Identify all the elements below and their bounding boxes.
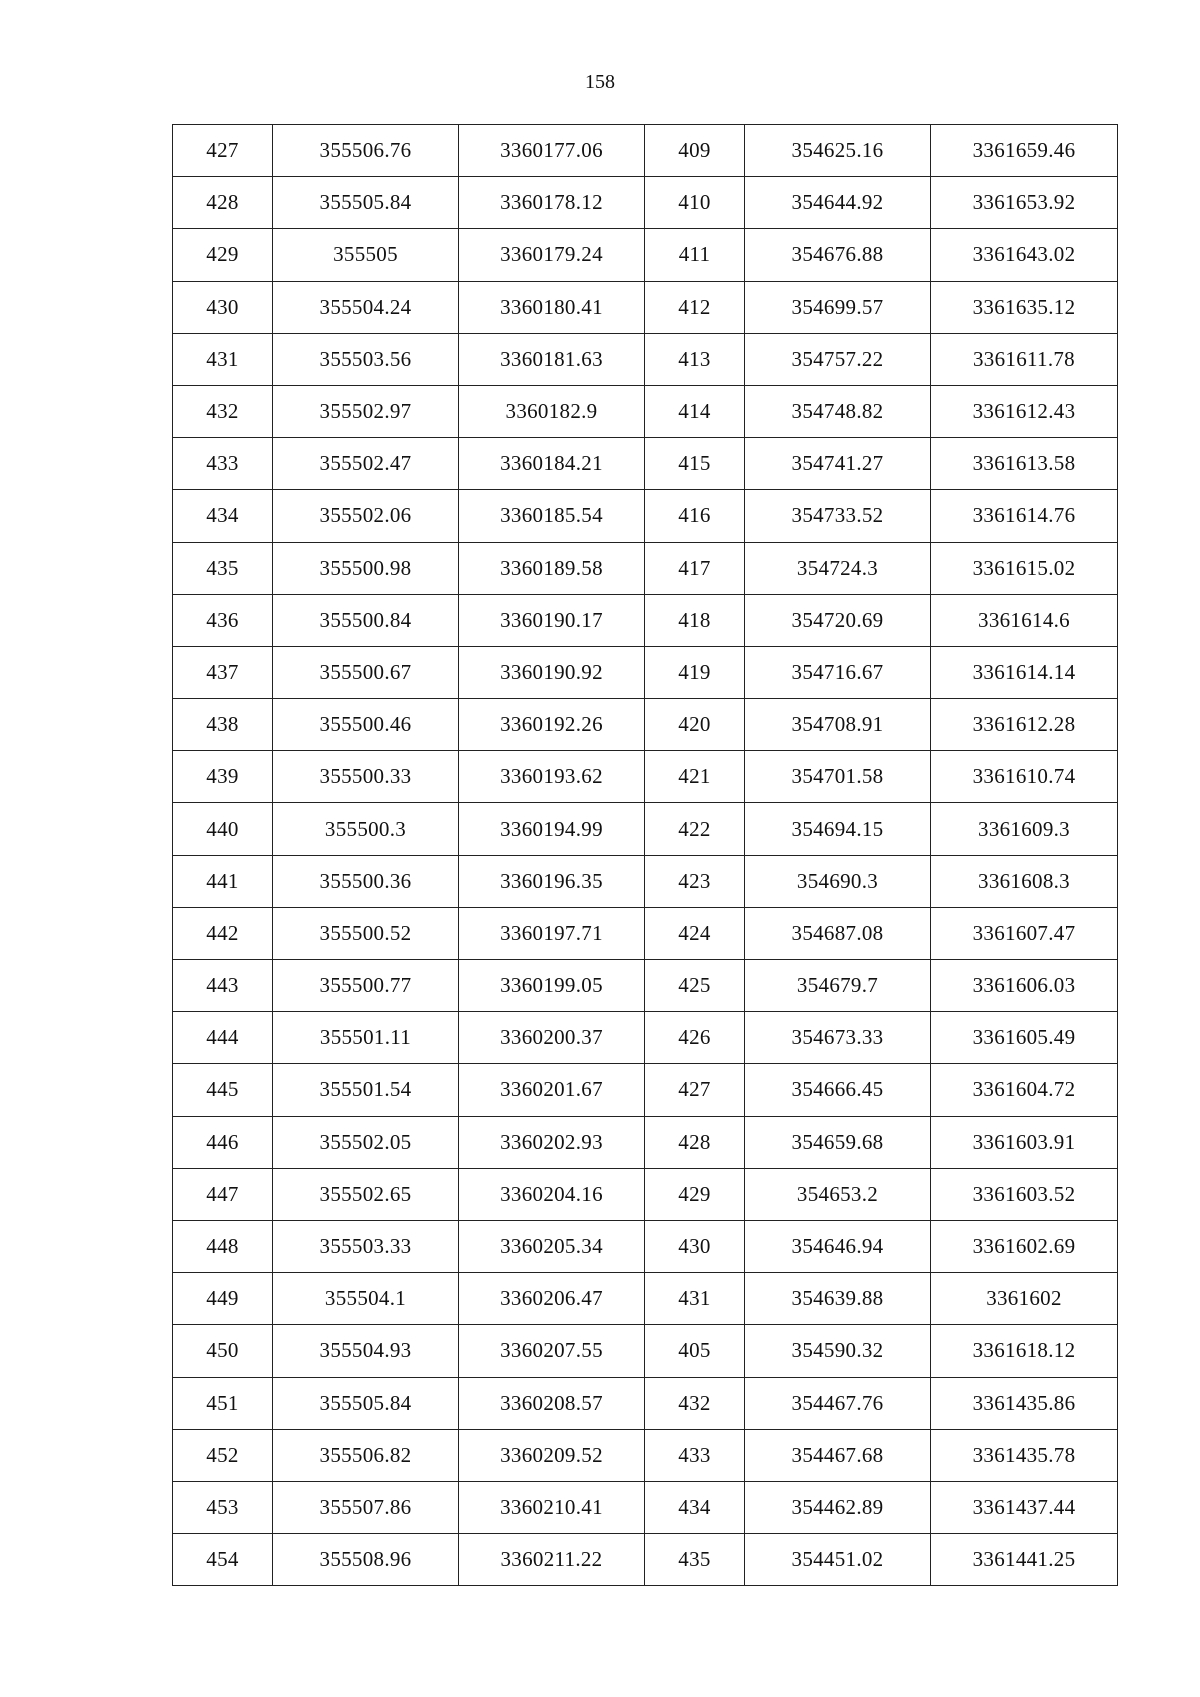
table-cell-x-coordinate: 354687.08	[745, 907, 931, 959]
table-row	[173, 177, 1118, 229]
table-cell-y-coordinate: 3360190.17	[459, 594, 645, 646]
table-cell-y-coordinate: 3360181.63	[459, 333, 645, 385]
table-cell-y-coordinate: 3360201.67	[459, 1064, 645, 1116]
table-cell-point-id: 412	[645, 281, 745, 333]
table-cell-y-coordinate: 3360177.06	[459, 125, 645, 177]
table-cell-y-coordinate: 3361610.74	[931, 751, 1118, 803]
table-cell-x-coordinate: 354676.88	[745, 229, 931, 281]
table-cell-y-coordinate: 3361618.12	[931, 1325, 1118, 1377]
table-cell-x-coordinate: 354653.2	[745, 1168, 931, 1220]
table-cell-point-id: 413	[645, 333, 745, 385]
table-cell-point-id: 447	[173, 1168, 273, 1220]
table-cell-x-coordinate: 354708.91	[745, 699, 931, 751]
table-cell-y-coordinate: 3361435.86	[931, 1377, 1118, 1429]
table-cell-point-id: 454	[173, 1534, 273, 1586]
table-cell-y-coordinate: 3361603.52	[931, 1168, 1118, 1220]
table-cell-y-coordinate: 3361602	[931, 1273, 1118, 1325]
table-cell-point-id: 427	[173, 125, 273, 177]
table-cell-point-id: 441	[173, 855, 273, 907]
table-cell-x-coordinate: 354659.68	[745, 1116, 931, 1168]
table-cell-x-coordinate: 354690.3	[745, 855, 931, 907]
table-cell-x-coordinate: 354462.89	[745, 1481, 931, 1533]
table-row	[173, 1377, 1118, 1429]
table-cell-y-coordinate: 3361614.6	[931, 594, 1118, 646]
table-row	[173, 1325, 1118, 1377]
table-cell-y-coordinate: 3360207.55	[459, 1325, 645, 1377]
table-row	[173, 803, 1118, 855]
table-cell-point-id: 443	[173, 960, 273, 1012]
table-cell-x-coordinate: 355500.84	[273, 594, 459, 646]
table-row	[173, 1429, 1118, 1481]
table-cell-x-coordinate: 355502.47	[273, 438, 459, 490]
table-cell-point-id: 439	[173, 751, 273, 803]
table-cell-x-coordinate: 355500.36	[273, 855, 459, 907]
table-row	[173, 1534, 1118, 1586]
table-cell-point-id: 410	[645, 177, 745, 229]
table-cell-point-id: 434	[173, 490, 273, 542]
table-row	[173, 385, 1118, 437]
table-cell-y-coordinate: 3360211.22	[459, 1534, 645, 1586]
coordinates-table-body	[173, 125, 1118, 1586]
table-cell-point-id: 428	[173, 177, 273, 229]
table-cell-x-coordinate: 355502.06	[273, 490, 459, 542]
table-cell-point-id: 430	[645, 1220, 745, 1272]
table-cell-point-id: 434	[645, 1481, 745, 1533]
table-cell-point-id: 450	[173, 1325, 273, 1377]
table-row	[173, 1116, 1118, 1168]
table-cell-y-coordinate: 3361437.44	[931, 1481, 1118, 1533]
table-cell-point-id: 431	[645, 1273, 745, 1325]
table-cell-y-coordinate: 3361603.91	[931, 1116, 1118, 1168]
table-cell-x-coordinate: 354757.22	[745, 333, 931, 385]
table-cell-x-coordinate: 355500.67	[273, 646, 459, 698]
table-cell-point-id: 451	[173, 1377, 273, 1429]
table-cell-x-coordinate: 355500.98	[273, 542, 459, 594]
table-cell-y-coordinate: 3361612.28	[931, 699, 1118, 751]
table-row	[173, 960, 1118, 1012]
table-cell-x-coordinate: 354451.02	[745, 1534, 931, 1586]
table-cell-y-coordinate: 3360185.54	[459, 490, 645, 542]
table-cell-y-coordinate: 3361607.47	[931, 907, 1118, 959]
table-cell-y-coordinate: 3360192.26	[459, 699, 645, 751]
table-cell-x-coordinate: 355504.1	[273, 1273, 459, 1325]
table-cell-point-id: 423	[645, 855, 745, 907]
table-cell-y-coordinate: 3360193.62	[459, 751, 645, 803]
table-cell-point-id: 440	[173, 803, 273, 855]
table-cell-point-id: 428	[645, 1116, 745, 1168]
table-cell-y-coordinate: 3361613.58	[931, 438, 1118, 490]
table-cell-point-id: 425	[645, 960, 745, 1012]
table-cell-y-coordinate: 3361441.25	[931, 1534, 1118, 1586]
table-cell-x-coordinate: 355500.3	[273, 803, 459, 855]
table-cell-y-coordinate: 3360179.24	[459, 229, 645, 281]
table-cell-point-id: 409	[645, 125, 745, 177]
table-row	[173, 855, 1118, 907]
table-cell-y-coordinate: 3360199.05	[459, 960, 645, 1012]
table-cell-y-coordinate: 3361435.78	[931, 1429, 1118, 1481]
table-cell-x-coordinate: 354701.58	[745, 751, 931, 803]
table-row	[173, 333, 1118, 385]
table-cell-x-coordinate: 354720.69	[745, 594, 931, 646]
table-cell-y-coordinate: 3360189.58	[459, 542, 645, 594]
table-cell-y-coordinate: 3360197.71	[459, 907, 645, 959]
table-row	[173, 1012, 1118, 1064]
table-cell-x-coordinate: 355506.76	[273, 125, 459, 177]
table-cell-point-id: 432	[173, 385, 273, 437]
table-cell-point-id: 414	[645, 385, 745, 437]
table-cell-y-coordinate: 3360182.9	[459, 385, 645, 437]
table-cell-x-coordinate: 354741.27	[745, 438, 931, 490]
table-cell-point-id: 437	[173, 646, 273, 698]
table-cell-x-coordinate: 355503.56	[273, 333, 459, 385]
table-cell-y-coordinate: 3361602.69	[931, 1220, 1118, 1272]
table-cell-y-coordinate: 3360209.52	[459, 1429, 645, 1481]
table-cell-point-id: 411	[645, 229, 745, 281]
table-row	[173, 1064, 1118, 1116]
table-cell-point-id: 430	[173, 281, 273, 333]
table-cell-x-coordinate: 355502.05	[273, 1116, 459, 1168]
table-cell-point-id: 426	[645, 1012, 745, 1064]
table-cell-point-id: 421	[645, 751, 745, 803]
table-row	[173, 751, 1118, 803]
table-cell-point-id: 422	[645, 803, 745, 855]
table-cell-y-coordinate: 3360196.35	[459, 855, 645, 907]
table-cell-point-id: 427	[645, 1064, 745, 1116]
table-row	[173, 907, 1118, 959]
table-row	[173, 490, 1118, 542]
table-cell-point-id: 429	[173, 229, 273, 281]
table-cell-x-coordinate: 354625.16	[745, 125, 931, 177]
table-cell-y-coordinate: 3361612.43	[931, 385, 1118, 437]
table-row	[173, 594, 1118, 646]
table-cell-point-id: 435	[645, 1534, 745, 1586]
table-cell-y-coordinate: 3360202.93	[459, 1116, 645, 1168]
table-cell-point-id: 418	[645, 594, 745, 646]
table-cell-x-coordinate: 355505.84	[273, 177, 459, 229]
table-cell-x-coordinate: 355504.24	[273, 281, 459, 333]
table-cell-point-id: 438	[173, 699, 273, 751]
table-row	[173, 542, 1118, 594]
table-cell-y-coordinate: 3360194.99	[459, 803, 645, 855]
table-cell-y-coordinate: 3361614.14	[931, 646, 1118, 698]
table-cell-point-id: 453	[173, 1481, 273, 1533]
table-cell-x-coordinate: 354590.32	[745, 1325, 931, 1377]
table-cell-x-coordinate: 355500.33	[273, 751, 459, 803]
table-cell-point-id: 417	[645, 542, 745, 594]
table-cell-y-coordinate: 3361609.3	[931, 803, 1118, 855]
table-cell-y-coordinate: 3360180.41	[459, 281, 645, 333]
table-cell-y-coordinate: 3361614.76	[931, 490, 1118, 542]
table-cell-y-coordinate: 3361615.02	[931, 542, 1118, 594]
table-cell-x-coordinate: 355502.97	[273, 385, 459, 437]
table-cell-y-coordinate: 3361653.92	[931, 177, 1118, 229]
coordinates-table	[172, 124, 1118, 1586]
table-cell-point-id: 416	[645, 490, 745, 542]
table-cell-x-coordinate: 354673.33	[745, 1012, 931, 1064]
table-row	[173, 229, 1118, 281]
table-cell-y-coordinate: 3361635.12	[931, 281, 1118, 333]
table-row	[173, 125, 1118, 177]
table-cell-point-id: 415	[645, 438, 745, 490]
table-cell-y-coordinate: 3361659.46	[931, 125, 1118, 177]
table-cell-x-coordinate: 355505.84	[273, 1377, 459, 1429]
table-row	[173, 438, 1118, 490]
table-cell-point-id: 445	[173, 1064, 273, 1116]
table-row	[173, 1168, 1118, 1220]
table-cell-point-id: 433	[173, 438, 273, 490]
table-cell-y-coordinate: 3360190.92	[459, 646, 645, 698]
table-cell-x-coordinate: 354467.76	[745, 1377, 931, 1429]
table-cell-y-coordinate: 3360200.37	[459, 1012, 645, 1064]
table-cell-point-id: 419	[645, 646, 745, 698]
table-cell-point-id: 448	[173, 1220, 273, 1272]
table-cell-x-coordinate: 355503.33	[273, 1220, 459, 1272]
table-cell-x-coordinate: 355505	[273, 229, 459, 281]
table-cell-x-coordinate: 355501.11	[273, 1012, 459, 1064]
table-cell-x-coordinate: 355504.93	[273, 1325, 459, 1377]
table-cell-x-coordinate: 355500.46	[273, 699, 459, 751]
table-cell-x-coordinate: 354639.88	[745, 1273, 931, 1325]
table-cell-point-id: 405	[645, 1325, 745, 1377]
table-row	[173, 281, 1118, 333]
table-cell-point-id: 452	[173, 1429, 273, 1481]
table-cell-point-id: 429	[645, 1168, 745, 1220]
table-cell-x-coordinate: 355500.77	[273, 960, 459, 1012]
table-row	[173, 699, 1118, 751]
table-cell-point-id: 444	[173, 1012, 273, 1064]
table-cell-x-coordinate: 354699.57	[745, 281, 931, 333]
table-cell-y-coordinate: 3360205.34	[459, 1220, 645, 1272]
table-cell-point-id: 435	[173, 542, 273, 594]
table-cell-point-id: 436	[173, 594, 273, 646]
table-cell-y-coordinate: 3360184.21	[459, 438, 645, 490]
table-cell-point-id: 432	[645, 1377, 745, 1429]
table-cell-x-coordinate: 355506.82	[273, 1429, 459, 1481]
table-cell-point-id: 449	[173, 1273, 273, 1325]
table-cell-x-coordinate: 354467.68	[745, 1429, 931, 1481]
table-cell-y-coordinate: 3360210.41	[459, 1481, 645, 1533]
table-cell-y-coordinate: 3361611.78	[931, 333, 1118, 385]
table-cell-x-coordinate: 354748.82	[745, 385, 931, 437]
table-cell-y-coordinate: 3361643.02	[931, 229, 1118, 281]
table-cell-point-id: 424	[645, 907, 745, 959]
table-cell-point-id: 446	[173, 1116, 273, 1168]
table-cell-y-coordinate: 3360206.47	[459, 1273, 645, 1325]
table-cell-x-coordinate: 355502.65	[273, 1168, 459, 1220]
table-cell-y-coordinate: 3360204.16	[459, 1168, 645, 1220]
table-row	[173, 1273, 1118, 1325]
table-cell-y-coordinate: 3361608.3	[931, 855, 1118, 907]
table-cell-point-id: 433	[645, 1429, 745, 1481]
table-cell-x-coordinate: 354724.3	[745, 542, 931, 594]
table-cell-x-coordinate: 354646.94	[745, 1220, 931, 1272]
table-cell-x-coordinate: 355500.52	[273, 907, 459, 959]
table-cell-point-id: 420	[645, 699, 745, 751]
table-cell-y-coordinate: 3361606.03	[931, 960, 1118, 1012]
table-cell-x-coordinate: 355501.54	[273, 1064, 459, 1116]
table-cell-y-coordinate: 3361604.72	[931, 1064, 1118, 1116]
table-row	[173, 646, 1118, 698]
table-cell-x-coordinate: 354679.7	[745, 960, 931, 1012]
table-row	[173, 1481, 1118, 1533]
table-cell-x-coordinate: 355508.96	[273, 1534, 459, 1586]
table-cell-x-coordinate: 354716.67	[745, 646, 931, 698]
table-row	[173, 1220, 1118, 1272]
table-cell-point-id: 431	[173, 333, 273, 385]
table-cell-y-coordinate: 3361605.49	[931, 1012, 1118, 1064]
table-cell-x-coordinate: 355507.86	[273, 1481, 459, 1533]
table-cell-x-coordinate: 354733.52	[745, 490, 931, 542]
table-cell-point-id: 442	[173, 907, 273, 959]
table-cell-x-coordinate: 354644.92	[745, 177, 931, 229]
page-number: 158	[585, 71, 615, 93]
table-cell-x-coordinate: 354666.45	[745, 1064, 931, 1116]
table-cell-y-coordinate: 3360178.12	[459, 177, 645, 229]
table-cell-x-coordinate: 354694.15	[745, 803, 931, 855]
table-cell-y-coordinate: 3360208.57	[459, 1377, 645, 1429]
